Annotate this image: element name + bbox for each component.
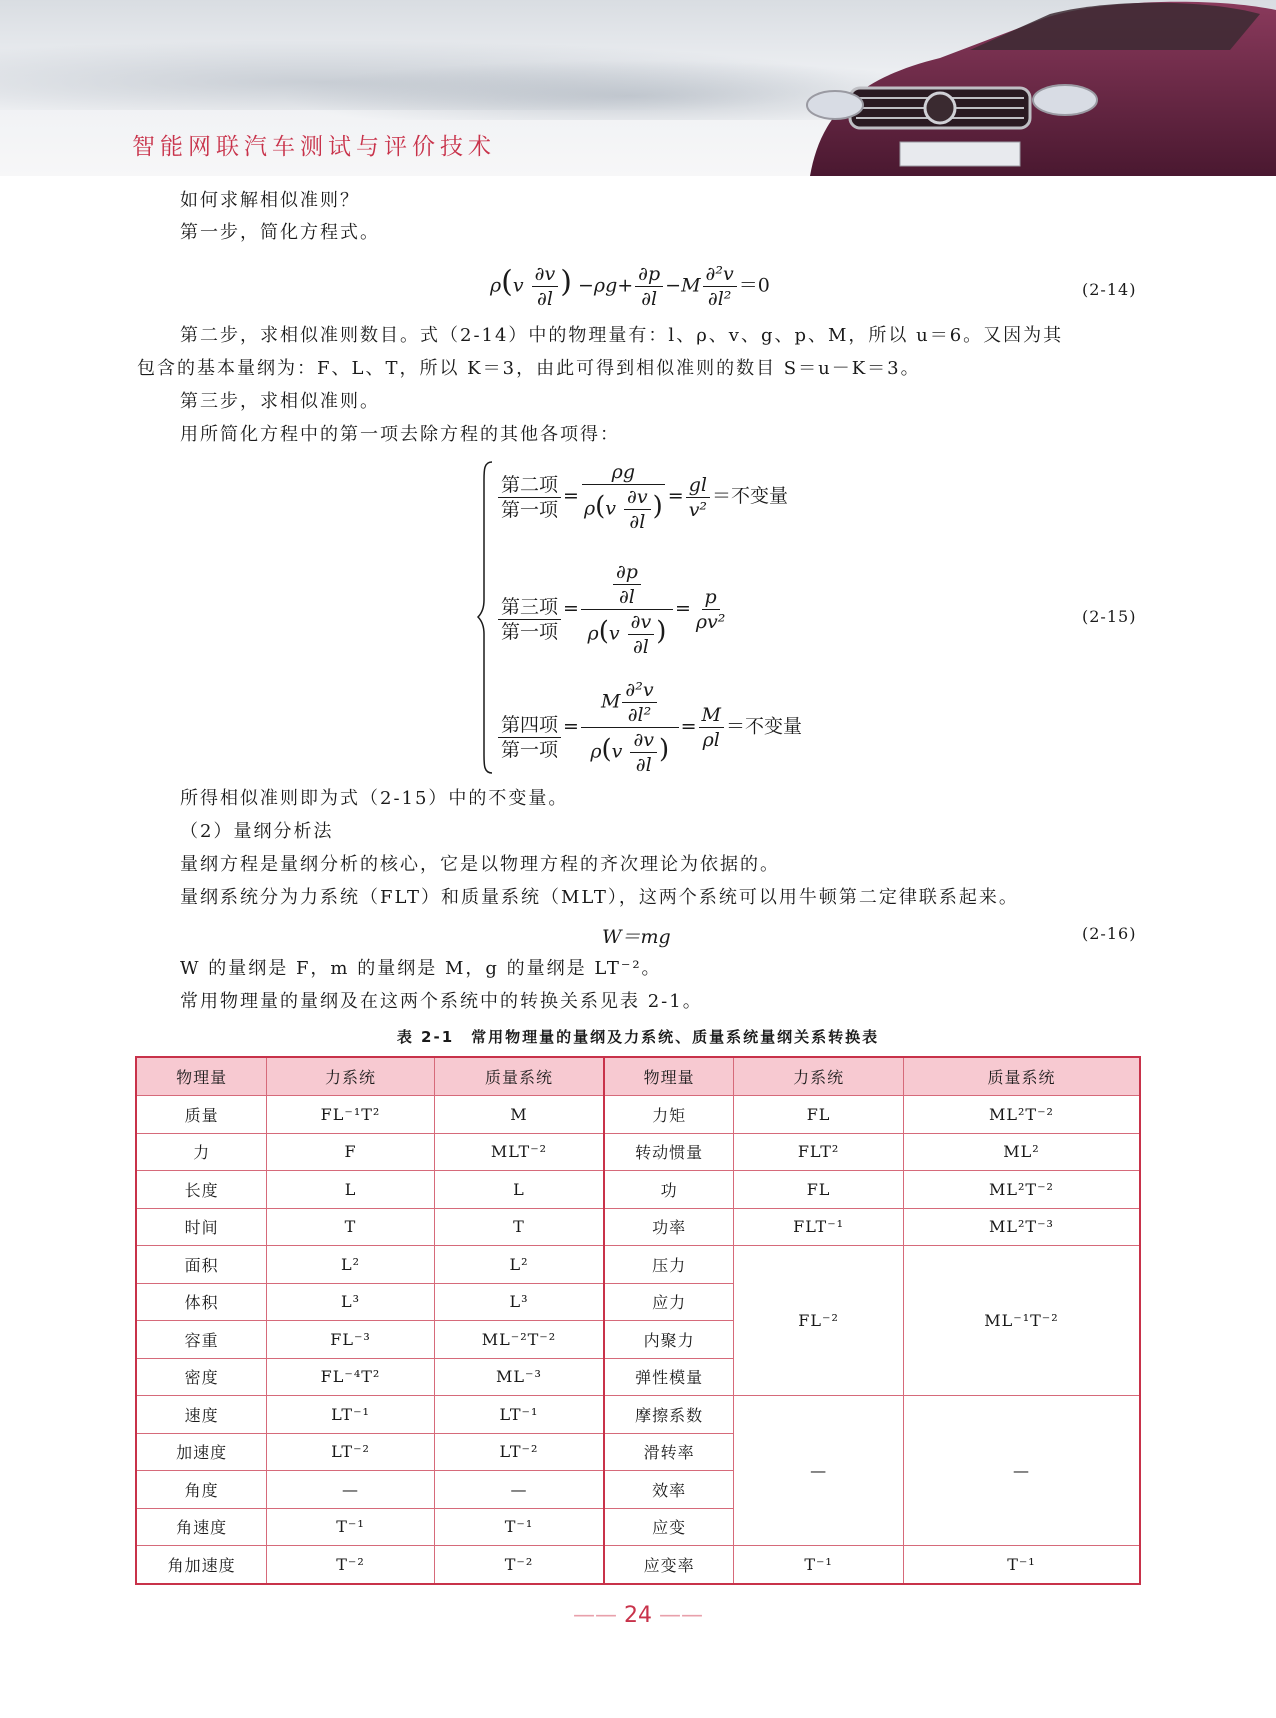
invariant-label: ＝不变量 (712, 485, 789, 507)
table-cell: ML⁻¹T⁻² (903, 1246, 1140, 1396)
table-cell: L (434, 1171, 604, 1209)
table-cell: L³ (434, 1283, 604, 1321)
table-cell: L² (434, 1246, 604, 1284)
table-cell: 应变率 (604, 1546, 734, 1584)
page-number: —— 24 —— (573, 1603, 703, 1628)
table-row (136, 1096, 1140, 1134)
table-row (136, 1246, 1140, 1284)
table-cell: FL⁻¹T² (267, 1096, 435, 1134)
table-cell: T⁻¹ (734, 1546, 904, 1584)
equation-2-15-row1: $\frac{\text{第二项}}{\text{第一项}}$ = ρg ρ(v $\frac{\partial v}{\partial l}$ ) = $\frac{gl}{\text{v²}}$ ＝不变量 (496, 460, 788, 534)
column-header: 物理量 (136, 1057, 267, 1096)
table-cell: 应力 (604, 1283, 734, 1321)
table-row (136, 1546, 1140, 1584)
dimension-table (135, 1056, 1141, 1585)
table-cell: FL (734, 1096, 904, 1134)
column-header: 力系统 (267, 1057, 435, 1096)
term-label: 第二项 (498, 473, 561, 498)
equation-number: (2-14) (1082, 280, 1137, 299)
page-number-value: 24 (624, 1603, 652, 1628)
table-cell: 长度 (136, 1171, 267, 1209)
table-cell: ML⁻³ (434, 1358, 604, 1396)
table-cell: 时间 (136, 1208, 267, 1246)
table-cell: 密度 (136, 1358, 267, 1396)
table-cell: M (434, 1096, 604, 1134)
term-label: 第一项 (501, 498, 559, 521)
table-cell: LT⁻² (434, 1433, 604, 1471)
table-cell: 力矩 (604, 1096, 734, 1134)
book-title: 智能网联汽车测试与评价技术 (132, 134, 496, 160)
paragraph: 常用物理量的量纲及在这两个系统中的转换关系见表 2-1。 (180, 991, 703, 1012)
equation-number: (2-15) (1082, 607, 1137, 626)
table-cell: L³ (267, 1283, 435, 1321)
table-cell: 力 (136, 1133, 267, 1171)
column-header: 质量系统 (434, 1057, 604, 1096)
table-cell: — (267, 1471, 435, 1509)
table-cell: T⁻¹ (903, 1546, 1140, 1584)
table-row (136, 1133, 1140, 1171)
table-row (136, 1396, 1140, 1434)
paragraph: 如何求解相似准则？ (180, 190, 360, 211)
table-cell: ML⁻²T⁻² (434, 1321, 604, 1359)
table-cell: LT⁻¹ (267, 1396, 435, 1434)
table-cell: L² (267, 1246, 435, 1284)
table-cell: 角度 (136, 1471, 267, 1509)
table-cell: 弹性模量 (604, 1358, 734, 1396)
table-cell: ML²T⁻³ (903, 1208, 1140, 1246)
table-cell: — (903, 1396, 1140, 1546)
table-cell: 质量 (136, 1096, 267, 1134)
paragraph: 第三步，求相似准则。 (180, 391, 380, 412)
paragraph: W 的量纲是 F，m 的量纲是 M，g 的量纲是 LT⁻²。 (180, 958, 662, 979)
table-cell: 转动惯量 (604, 1133, 734, 1171)
left-brace (476, 460, 496, 775)
table-row (136, 1208, 1140, 1246)
table-cell: 滑转率 (604, 1433, 734, 1471)
table-cell: 功率 (604, 1208, 734, 1246)
table-cell: — (734, 1396, 904, 1546)
table-cell: 加速度 (136, 1433, 267, 1471)
equation-2-14: ρ(v $\frac{\partial v}{\partial l}$ ) −ρg+ $\frac{\partial p}{\partial l}$ −M $\frac{\text{∂²v}}{\text{∂l²}}$ ＝0 (490, 263, 770, 310)
column-header: 质量系统 (903, 1057, 1140, 1096)
table-cell: 速度 (136, 1396, 267, 1434)
table-cell: FLT² (734, 1133, 904, 1171)
eq14-tail: ＝0 (738, 274, 770, 297)
table-cell: FLT⁻¹ (734, 1208, 904, 1246)
table-caption: 表 2-1 常用物理量的量纲及力系统、质量系统量纲关系转换表 (396, 1028, 880, 1046)
table-cell: 角加速度 (136, 1546, 267, 1584)
paragraph: 所得相似准则即为式（2-15）中的不变量。 (180, 788, 569, 809)
term-label: 第一项 (501, 621, 559, 643)
table-cell: — (434, 1471, 604, 1509)
term-label: 第一项 (501, 739, 559, 761)
table-cell: 内聚力 (604, 1321, 734, 1359)
table-cell: 应变 (604, 1508, 734, 1546)
table-cell: FL (734, 1171, 904, 1209)
table-row (136, 1171, 1140, 1209)
table-cell: T⁻¹ (434, 1508, 604, 1546)
equation-number: (2-16) (1082, 924, 1137, 943)
table-cell: ML² (903, 1133, 1140, 1171)
term-label: 第三项 (498, 595, 561, 620)
paragraph: 用所简化方程中的第一项去除方程的其他各项得： (180, 424, 620, 445)
table-cell: FL⁻³ (267, 1321, 435, 1359)
table-cell: 体积 (136, 1283, 267, 1321)
table-header-row (136, 1057, 1140, 1096)
table-cell: FL⁻⁴T² (267, 1358, 435, 1396)
table-cell: 角速度 (136, 1508, 267, 1546)
table-cell: ML²T⁻² (903, 1171, 1140, 1209)
equation-2-15-row2: $\frac{\text{第三项}}{\text{第一项}}$ = $\frac{\partial p}{\partial l}$ ρ(v $\frac{\partial v}{\partial l}$ ) = $\frac{p}{\text{ρv²}}$ (496, 560, 730, 659)
section-heading: （2）量纲分析法 (180, 821, 334, 842)
table-cell: T⁻² (434, 1546, 604, 1584)
paragraph: 量纲系统分为力系统（FLT）和质量系统（MLT），这两个系统可以用牛顿第二定律联系起来。 (180, 887, 1019, 908)
table-cell: MLT⁻² (434, 1133, 604, 1171)
table-cell: 面积 (136, 1246, 267, 1284)
table-cell: 功 (604, 1171, 734, 1209)
paragraph: 第一步，简化方程式。 (180, 222, 380, 243)
table-cell: 摩擦系数 (604, 1396, 734, 1434)
table-cell: ML²T⁻² (903, 1096, 1140, 1134)
paragraph: 量纲方程是量纲分析的核心，它是以物理方程的齐次理论为依据的。 (180, 854, 780, 875)
equation-2-15-row3: $\frac{\text{第四项}}{\text{第一项}}$ = M $\frac{\text{∂²v}}{\text{∂l²}}$ ρ(v $\frac{\partial v}{\partial l}$ ) = $\frac{M}{\rho l}$ ＝不变量 (496, 678, 802, 777)
table-cell: T (267, 1208, 435, 1246)
table-cell: L (267, 1171, 435, 1209)
term-label: 第四项 (498, 713, 561, 738)
table-cell: LT⁻² (267, 1433, 435, 1471)
paragraph: 包含的基本量纲为：F、L、T，所以 K＝3，由此可得到相似准则的数目 S＝u－K＝3。 (137, 358, 921, 379)
table-cell: T (434, 1208, 604, 1246)
column-header: 力系统 (734, 1057, 904, 1096)
table-cell: T⁻¹ (267, 1508, 435, 1546)
table-cell: 压力 (604, 1246, 734, 1284)
table-cell: 容重 (136, 1321, 267, 1359)
equation-2-16: W＝mg (602, 926, 671, 948)
invariant-label: ＝不变量 (725, 715, 802, 738)
column-header: 物理量 (604, 1057, 734, 1096)
table-cell: 效率 (604, 1471, 734, 1509)
paragraph: 第二步，求相似准则数目。式（2-14）中的物理量有：l、ρ、v、g、p、M，所以 u＝6。又因为其 (180, 325, 1064, 346)
table-cell: FL⁻² (734, 1246, 904, 1396)
table-cell: F (267, 1133, 435, 1171)
table-cell: T⁻² (267, 1546, 435, 1584)
table-cell: LT⁻¹ (434, 1396, 604, 1434)
